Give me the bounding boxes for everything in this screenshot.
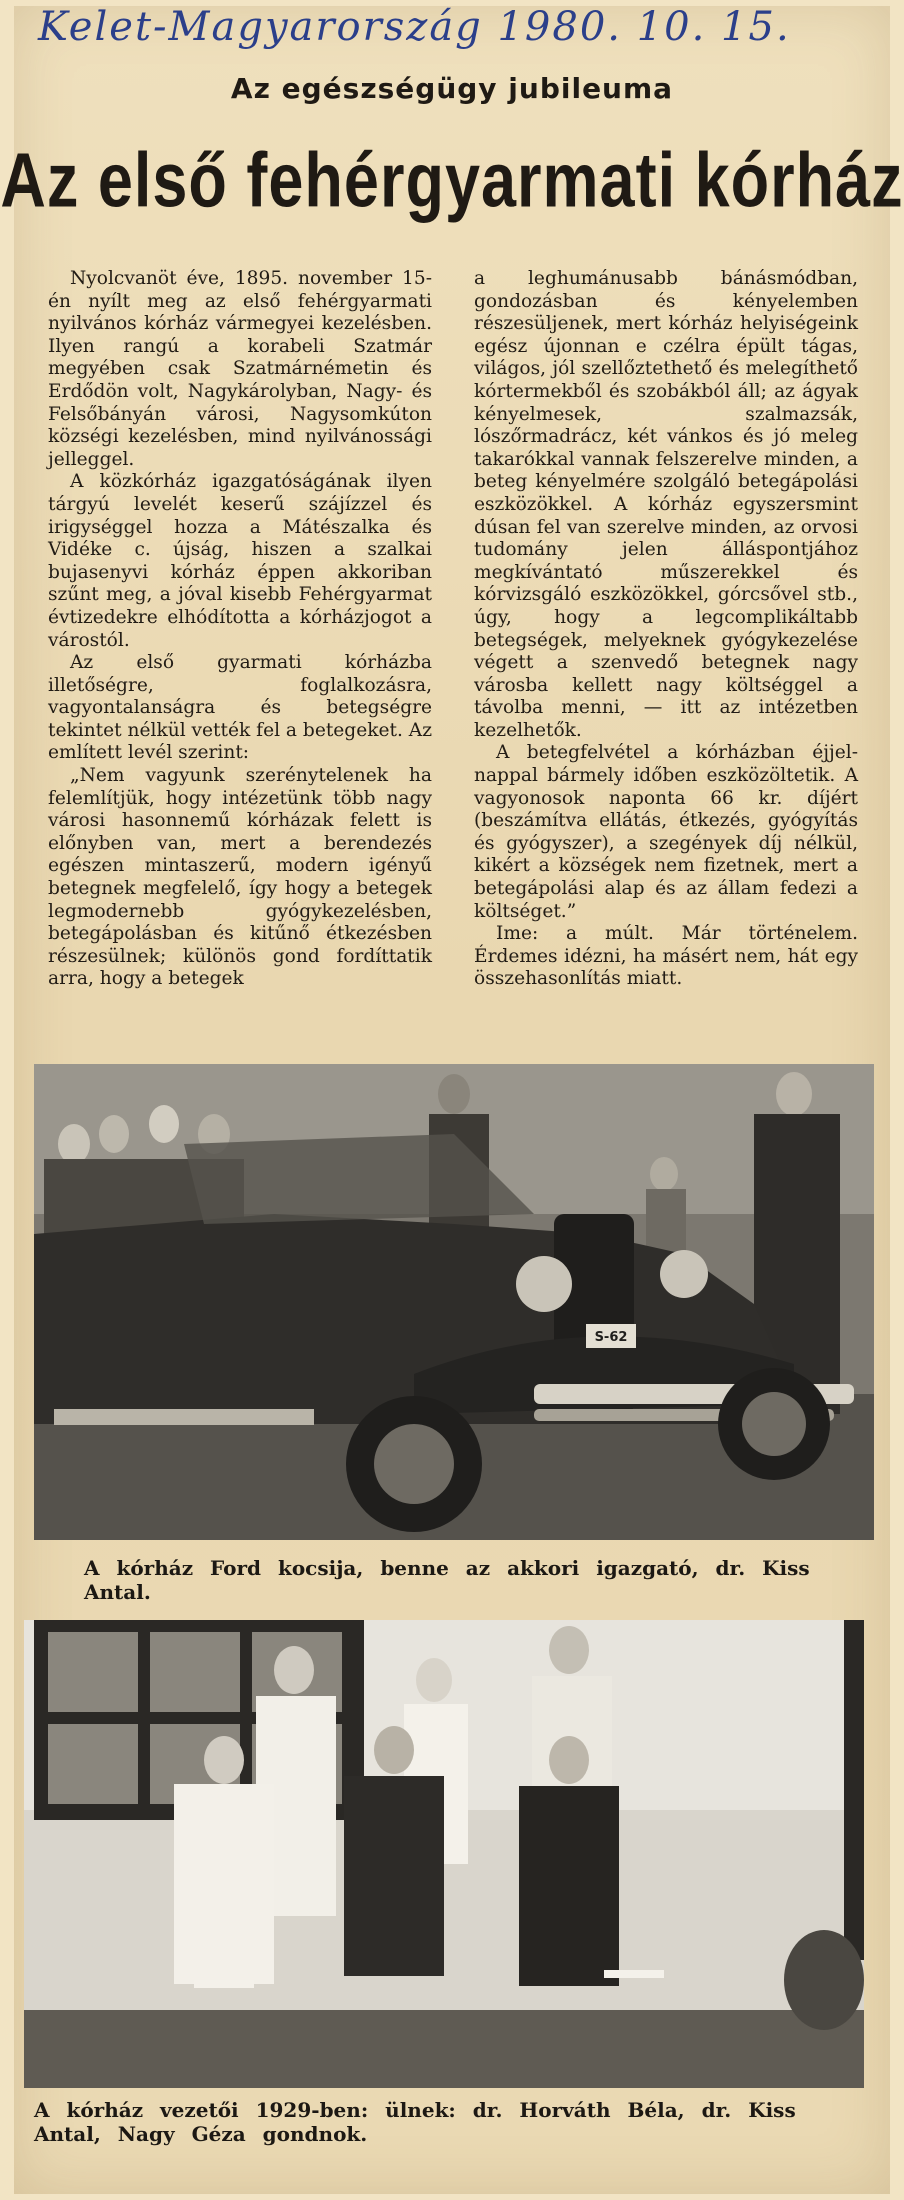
paragraph: „Nem vagyunk szerénytelenek ha felemlítjük, hogy intézetünk több nagy városi hasonnemű kórházak felett is előnyben van, mert a berendezés egészen mintaszerű, modern igényű betegnek megfelelő, így hogy a betegek legmodernebb gyógykezelésben, betegápolásban és kitűnő étkezésben részesülnek; különös gond fordíttatik arra, hogy a betegek [48,765,432,990]
article-headline: Az első fehérgyarmati kórház [0,138,904,224]
article-kicker: Az egészségügy jubileuma [230,72,674,105]
paragraph: A betegfelvétel a kórházban éjjel-nappal bármely időben eszközöltetik. A vagyonosok naponta 66 kr. díjért (beszámítva ellátás, étkezés, gyógyítás és gyógyszer), a szegények díj nélkül, kikért a községek nem fizetnek, mert a betegápolási alap és az állam fedezi a költséget.” [474,742,858,922]
photo-hospital-leaders-1929 [24,1620,864,2088]
article-column-right [474,268,858,1048]
handwritten-source-note: Kelet-Magyarország 1980. 10. 15. [38,4,791,50]
paragraph: Nyolcvanöt éve, 1895. november 15-én nyílt meg az első fehérgyarmati nyilvános kórház vármegyei kezelésben. Ilyen rangú a korabeli Szatmár megyében csak Szatmárnémetin és Erdődön volt, Nagykárolyban, Nagy- és Felsőbányán városi, Nagysomkúton községi kezelésben, mind nyilvánossági jelleggel. [48,268,432,470]
paragraph: Ime: a múlt. Már történelem. Érdemes idézni, ha másért nem, hát egy összehasonlítás miatt. [474,923,858,990]
photo1-caption: A kórház Ford kocsija, benne az akkori igazgató, dr. Kiss Antal. [84,1556,810,1604]
paragraph: A közkórház igazgatóságának ilyen tárgyú levelét keserű szájízzel és irigységgel hozza a Mátészalka és Vidéke c. újság, hiszen a szalkai bujasenyvi kórház éppen akkoriban szűnt meg, a jóval kisebb Fehérgyarmat évtizedekre elhódította a kórházjogot a várostól. [48,471,432,651]
paragraph: a leghumánusabb bánásmódban, gondozásban és kényelemben részesüljenek, mert kórház helyiségeink egész újonnan e czélra épült tágas, világos, jól szellőztethető és melegíthető kórtermekből és szobákból áll; az ágyak kényelmesek, szalmazsák, lószőrmadrácz, két vánkos és jó meleg takarókkal vannak felszerelve minden, a beteg kényelmére szolgáló betegápolási eszközökkel. A kórház egyszersmint dúsan fel van szerelve minden, az orvosi tudomány jelen álláspontjához megkívántató műszerekkel és kórvizsgáló eszközökkel, górcsővel stb., úgy, hogy a legcomplikáltabb betegségek, melyeknek gyógykezelése végett a szenvedő betegnek nagy városba kellett nagy költséggel a távolba menni, — itt az intézetben kezelhetők. [474,268,858,741]
paragraph: Az első gyarmati kórházba illetőségre, foglalkozásra, vagyontalanságra és betegségre tekintet nélkül vették fel a betegeket. Az említett levél szerint: [48,652,432,764]
article-column-left [48,268,432,1048]
photo2-caption: A kórház vezetői 1929-ben: ülnek: dr. Horváth Béla, dr. Kiss Antal, Nagy Géza gondnok. [34,2098,796,2146]
license-plate: S-62 [594,1330,628,1345]
photo-ford-car [34,1064,874,1540]
